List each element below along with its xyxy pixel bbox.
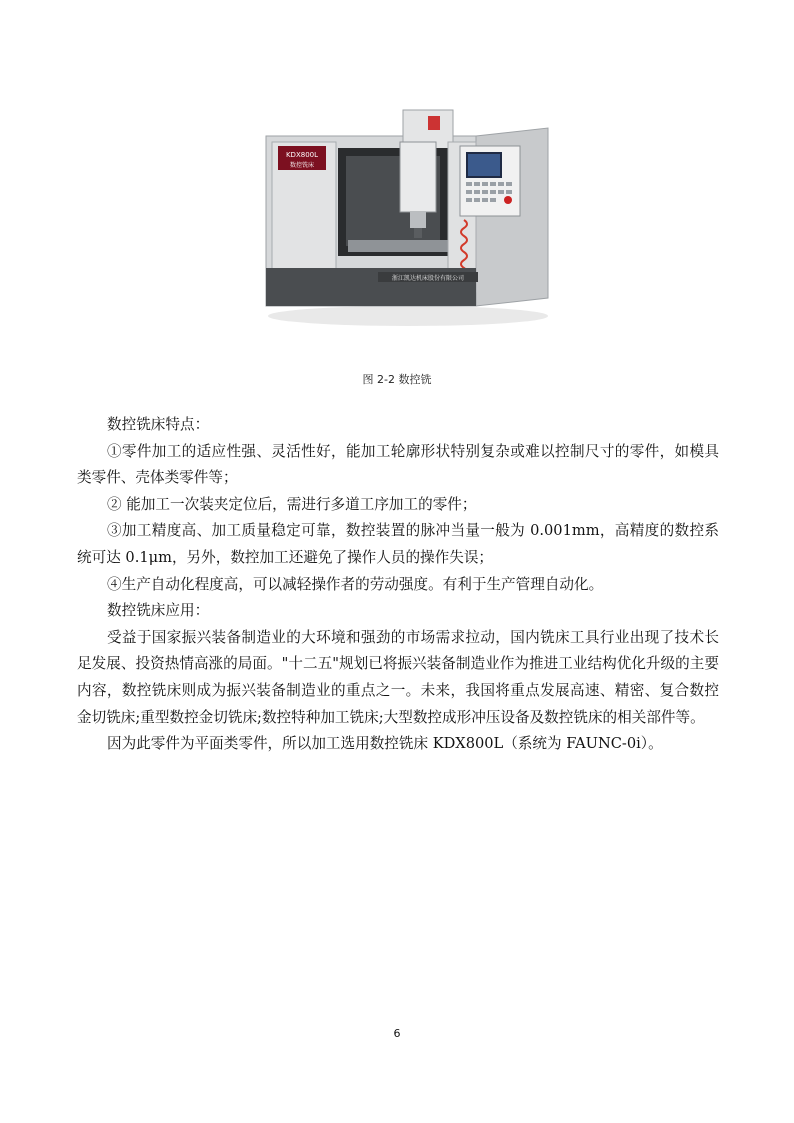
- paragraph-conclusion: 因为此零件为平面类零件，所以加工选用数控铣床 KDX800L（系统为 FAUNC-0i）。: [107, 735, 663, 753]
- model-badge-text: KDX800L: [285, 151, 319, 159]
- nameplate-text: 浙江凯达机床股份有限公司: [391, 275, 465, 282]
- paragraph-feature-2: ② 能加工一次装夹定位后，需进行多道工序加工的零件；: [107, 495, 477, 513]
- badge-name-text: 数控铣床: [289, 162, 315, 169]
- paragraph-feature-4: ④生产自动化程度高，可以减轻操作者的劳动强度。有利于生产管理自动化。: [107, 575, 604, 593]
- paragraph-feature-1: ①零件加工的适应性强、灵活性好，能加工轮廓形状特别复杂或难以控制尺寸的零件，如模具类零件、壳体类零件等；: [77, 442, 719, 487]
- figure-caption: 图 2-2 数控铣: [362, 373, 432, 386]
- paragraph-features-heading: 数控铣床特点：: [107, 416, 210, 433]
- body-text: [77, 412, 719, 758]
- cnc-machine-illustration: [258, 102, 550, 334]
- paragraph-applications: 受益于国家振兴装备制造业的大环境和强劲的市场需求拉动，国内铣床工具行业出现了技术长足发展、投资热情高涨的局面。"十二五"规划已将振兴装备制造业作为推进工业结构优化升级的主要内容，数控铣床则成为振兴装备制造业的重点之一。未来，我国将重点发展高速、精密、复合数控金切铣床;重型数控金切铣床;数控特种加工铣床;大型数控成形冲压设备及数控铣床的相关部件等。: [77, 628, 719, 726]
- paragraph-feature-3: ③加工精度高、加工质量稳定可靠，数控装置的脉冲当量一般为 0.001mm，高精度的数控系统可达 0.1μm，另外，数控加工还避免了操作人员的操作失误；: [77, 522, 719, 566]
- paragraph-applications-heading: 数控铣床应用：: [107, 602, 210, 620]
- cnc-milling-machine-photo: [258, 102, 550, 334]
- page-number: 6: [393, 1027, 401, 1040]
